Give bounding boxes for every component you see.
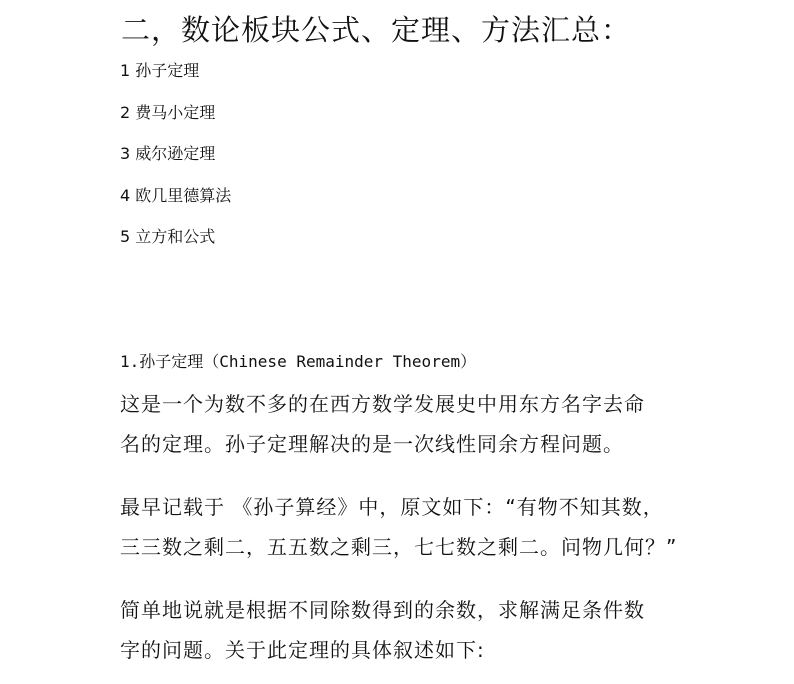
subsection-title: 1.孙子定理（Chinese Remainder Theorem） (120, 352, 477, 371)
list-item: 3 威尔逊定理 (120, 144, 216, 163)
paragraph-line: 最早记载于 《孙子算经》中，原文如下：“有物不知其数， (120, 495, 664, 519)
paragraph-line: 名的定理。孙子定理解决的是一次线性同余方程问题。 (120, 432, 624, 456)
list-item: 1 孙子定理 (120, 61, 200, 80)
paragraph-line: 简单地说就是根据不同除数得到的余数，求解满足条件数 (120, 598, 645, 622)
theorem-list (120, 58, 231, 266)
paragraph-line: 这是一个为数不多的在西方数学发展史中用东方名字去命 (120, 392, 645, 416)
paragraph-line: 字的问题。关于此定理的具体叙述如下: (120, 638, 485, 662)
list-item: 5 立方和公式 (120, 227, 216, 246)
paragraph-origin (120, 487, 677, 567)
paragraph-line: 三三数之剩二，五五数之剩三，七七数之剩二。问物几何？” (120, 535, 678, 559)
section-heading: 二，数论板块公式、定理、方法汇总： (121, 13, 632, 47)
list-item: 2 费马小定理 (120, 102, 216, 122)
paragraph-intro (120, 384, 645, 464)
paragraph-summary (120, 590, 645, 670)
list-item: 4 欧几里德算法 (120, 185, 232, 205)
